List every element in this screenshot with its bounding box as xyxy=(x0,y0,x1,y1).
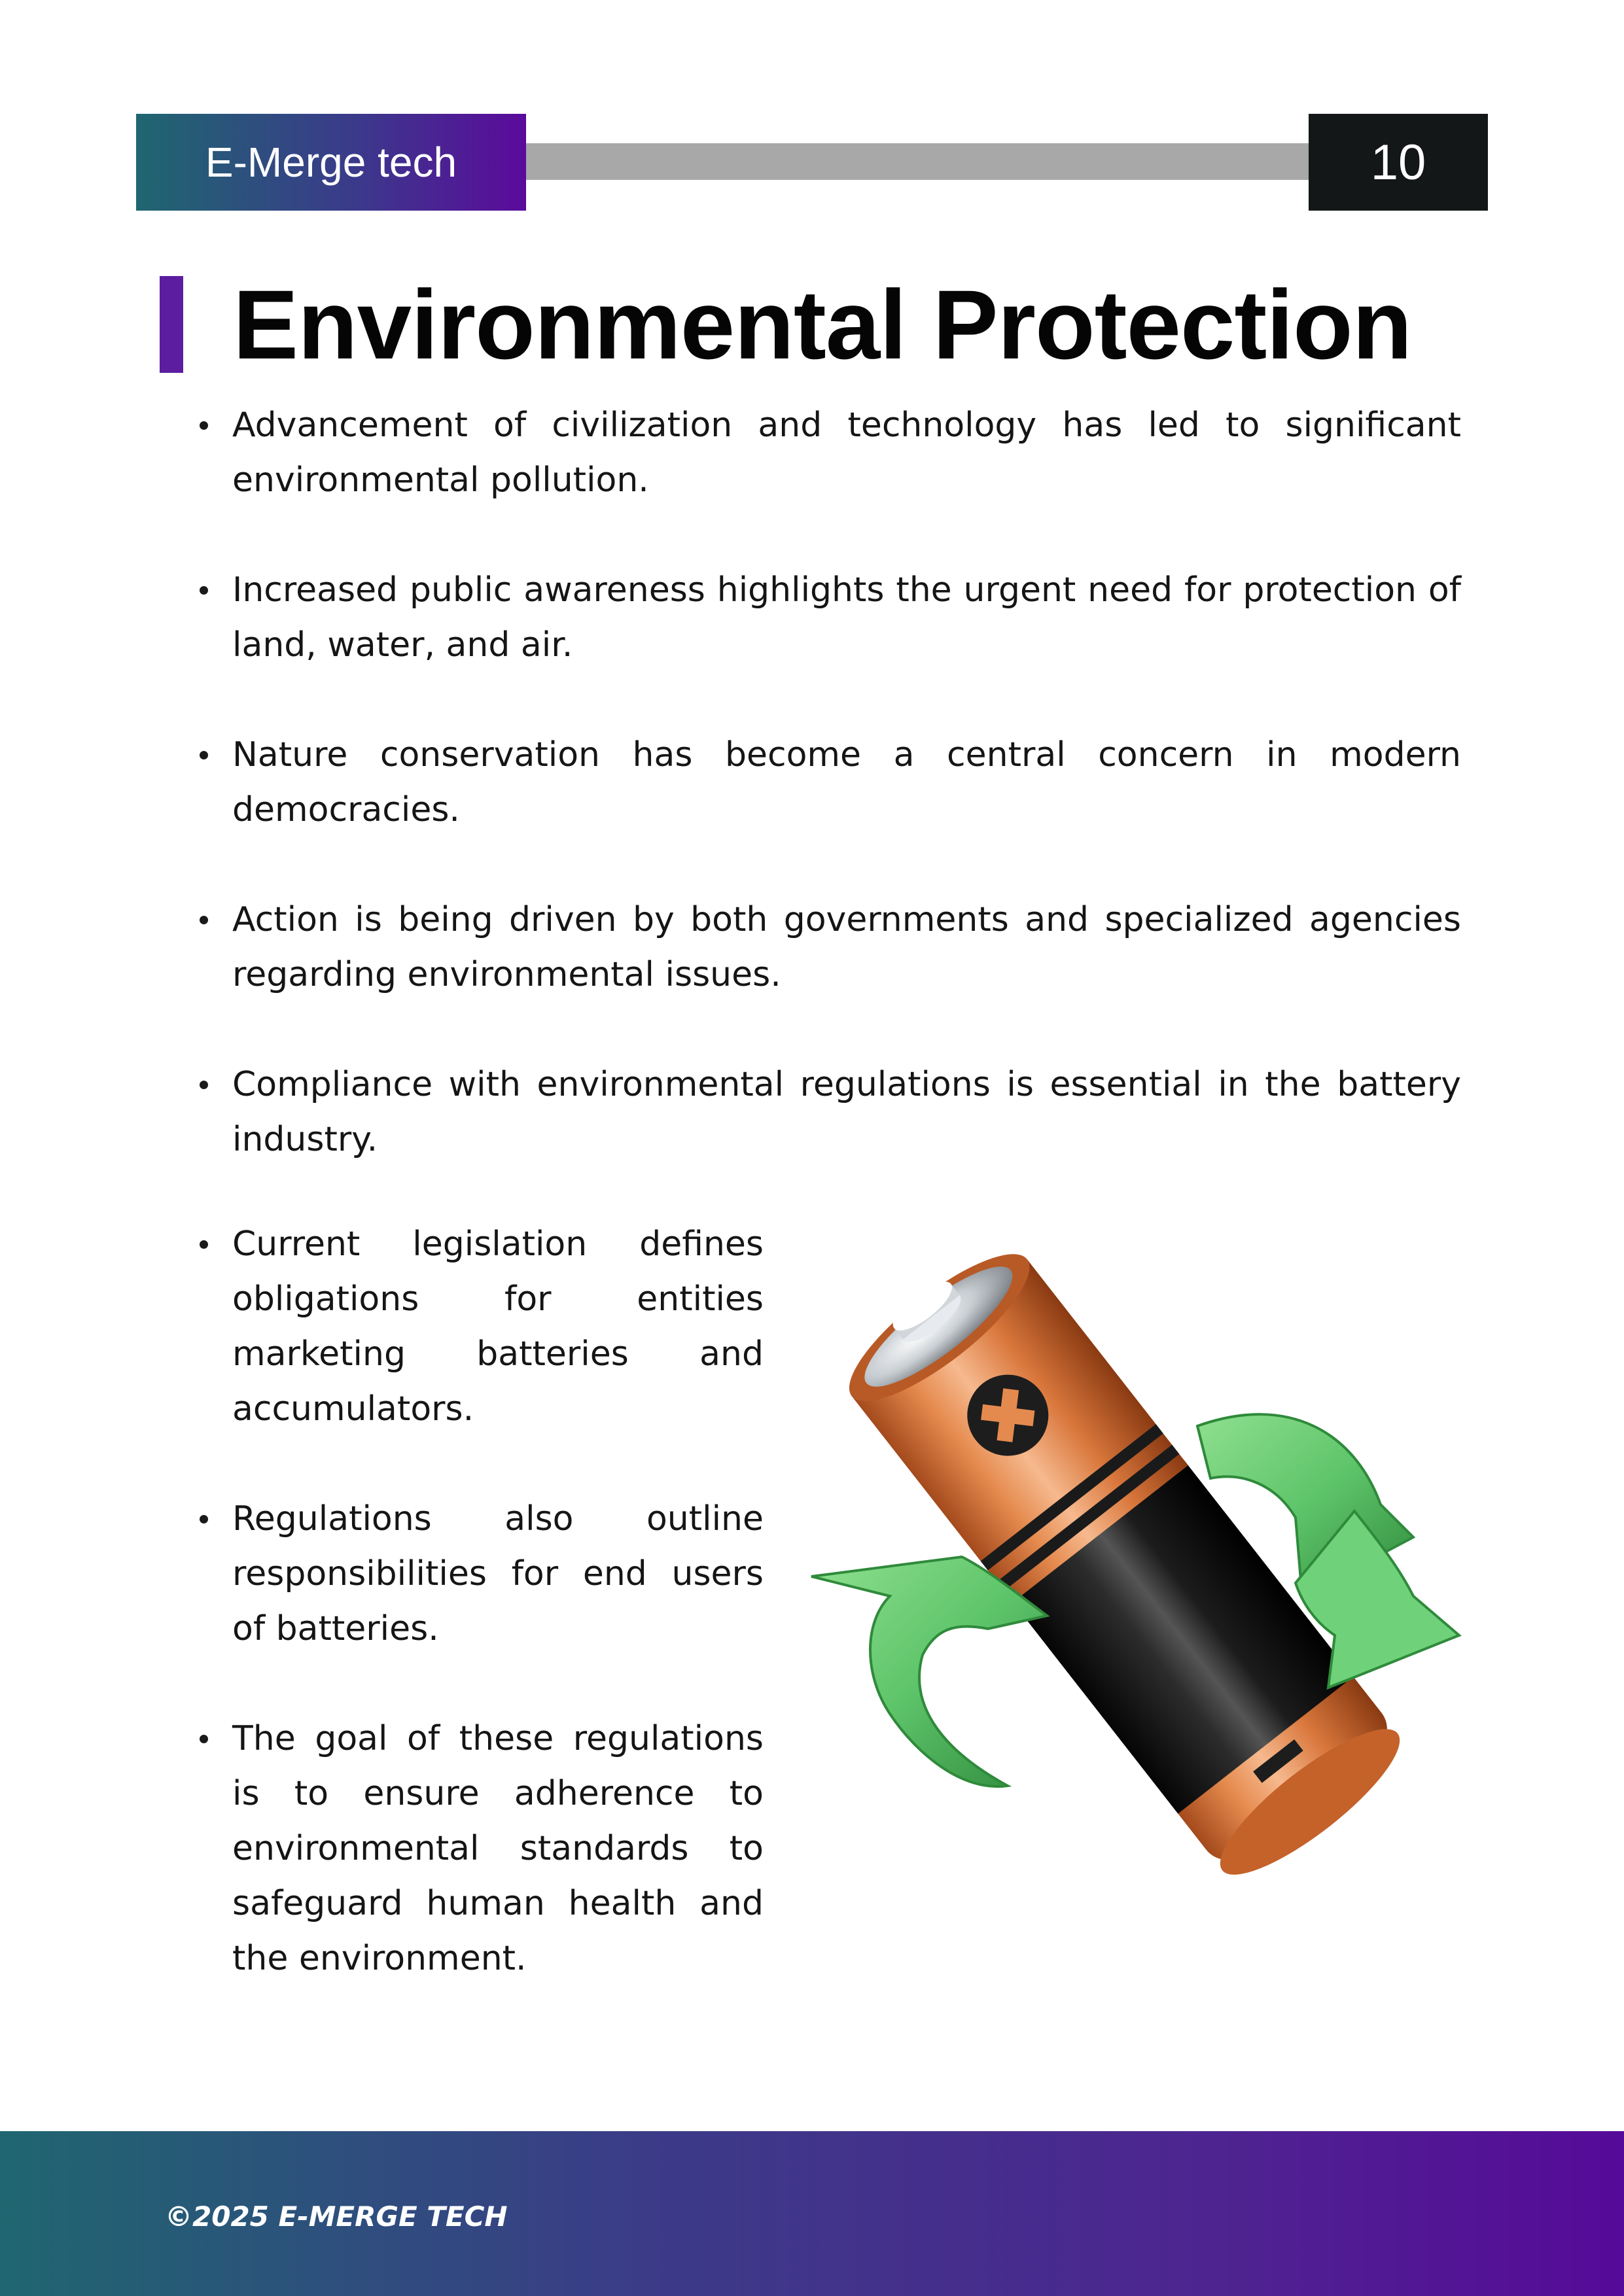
list-item: Increased public awareness highlights the urgent need for protection of land, water, and air. xyxy=(232,563,1461,672)
page-title: Environmental Protection xyxy=(233,270,1412,379)
bullet-list-narrow xyxy=(232,1217,764,2041)
list-item: Regulations also outline responsibilities for end users of batteries. xyxy=(232,1491,764,1656)
page-number: 10 xyxy=(1370,134,1426,190)
list-item: Action is being driven by both governments and specialized agencies regarding environmental issues. xyxy=(232,892,1461,1002)
list-item: Nature conservation has become a central concern in modern democracies. xyxy=(232,727,1461,837)
list-item: The goal of these regulations is to ensure adherence to environmental standards to safeguard human health and the environment. xyxy=(232,1711,764,1986)
bullet-list-full xyxy=(232,398,1461,1222)
brand-name: E-Merge tech xyxy=(205,139,457,186)
footer-band xyxy=(0,2131,1624,2296)
list-item: Advancement of civilization and technology has led to significant environmental pollution. xyxy=(232,398,1461,508)
header-divider xyxy=(526,143,1309,180)
list-item: Current legislation defines obligations for entities marketing batteries and accumulators. xyxy=(232,1217,764,1436)
footer-copyright: ©2025 E-MERGE TECH xyxy=(165,2200,508,2233)
title-accent-bar xyxy=(160,276,183,373)
list-item: Compliance with environmental regulations is essential in the battery industry. xyxy=(232,1057,1461,1167)
brand-tab xyxy=(136,114,526,211)
battery-recycle-icon xyxy=(792,1230,1466,1897)
page-number-box xyxy=(1309,114,1488,211)
